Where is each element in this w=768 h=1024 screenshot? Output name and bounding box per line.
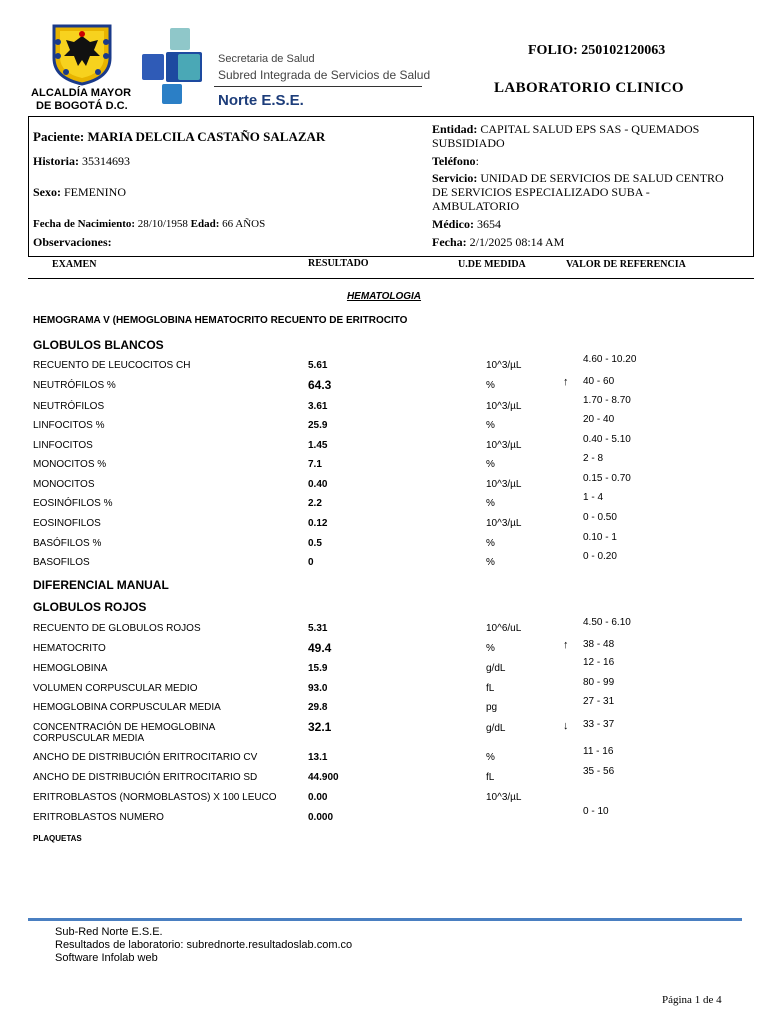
exam-name: LINFOCITOS (33, 440, 93, 451)
exam-unit: 10^3/µL (486, 401, 522, 412)
exam-reference: 38 - 48 (583, 639, 615, 650)
exam-result: 25.9 (308, 420, 328, 431)
exam-unit: 10^6/uL (486, 623, 522, 634)
subred-text: Subred Integrada de Servicios de Salud (218, 68, 431, 82)
exam-name: ANCHO DE DISTRIBUCIÓN ERITROCITARIO CV (33, 752, 258, 763)
exam-unit: % (486, 643, 495, 654)
table-row (0, 719, 768, 748)
secretaria-text: Secretaria de Salud (218, 53, 315, 65)
exam-name: BASÓFILOS % (33, 538, 102, 549)
exam-reference: 0.15 - 0.70 (583, 473, 631, 484)
sexo-line (33, 185, 126, 200)
servicio-value-2: DE SERVICIOS ESPECIALIZADO SUBA - (432, 185, 650, 199)
sexo-value: FEMENINO (64, 185, 126, 199)
exam-name: NEUTRÓFILOS % (33, 380, 116, 391)
exam-unit: 10^3/µL (486, 792, 522, 803)
servicio-value-1: UNIDAD DE SERVICIOS DE SALUD CENTRO (480, 171, 724, 185)
exam-name: HEMOGLOBINA (33, 663, 108, 674)
edad-value: 66 AÑOS (222, 218, 266, 230)
col-unidad: U.DE MEDIDA (458, 259, 526, 270)
entidad-value-2: SUBSIDIADO (432, 136, 505, 150)
exam-result: 64.3 (308, 378, 332, 392)
table-row (0, 376, 768, 400)
fecha-value: 2/1/2025 08:14 AM (469, 235, 565, 249)
exam-reference: 0.40 - 5.10 (583, 434, 631, 445)
subred-norte-logo (142, 28, 202, 104)
alcaldia-line2: DE BOGOTÁ D.C. (36, 100, 128, 112)
exam-unit: % (486, 538, 495, 549)
exam-result: 32.1 (308, 720, 332, 734)
group-globulos-blancos: GLOBULOS BLANCOS (33, 338, 164, 352)
exam-name: HEMATOCRITO (33, 643, 106, 654)
exam-result: 0.5 (308, 538, 322, 549)
exam-reference: 1 - 4 (583, 492, 604, 503)
group-diferencial-manual: DIFERENCIAL MANUAL (33, 578, 169, 592)
logo-divider (214, 86, 422, 87)
exam-unit: % (486, 420, 495, 431)
exam-reference: 33 - 37 (583, 719, 615, 730)
exam-result: 5.61 (308, 360, 328, 371)
exam-result: 15.9 (308, 663, 328, 674)
exam-reference: 1.70 - 8.70 (583, 395, 631, 406)
edad-label: Edad: (190, 218, 220, 230)
exam-name-line2: CORPUSCULAR MEDIA (33, 733, 145, 744)
exam-unit: 10^3/µL (486, 440, 522, 451)
servicio-value-3: AMBULATORIO (432, 199, 520, 213)
fecha-line (432, 235, 564, 250)
col-examen: EXAMEN (52, 259, 97, 270)
exam-reference: 27 - 31 (583, 696, 615, 707)
exam-reference: 35 - 56 (583, 766, 615, 777)
plaquetas-title: PLAQUETAS (33, 834, 82, 843)
exam-name: MONOCITOS (33, 479, 95, 490)
exam-name: NEUTRÓFILOS (33, 401, 105, 412)
norte-ese-text: Norte E.S.E. (218, 92, 304, 109)
table-row (0, 532, 768, 558)
exam-name: ANCHO DE DISTRIBUCIÓN ERITROCITARIO SD (33, 772, 258, 783)
table-row (0, 617, 768, 643)
footer-line2: Resultados de laboratorio: subrednorte.resultadoslab.com.co (55, 939, 353, 951)
exam-reference: 80 - 99 (583, 677, 615, 688)
exam-reference: 2 - 8 (583, 453, 604, 464)
exam-name: LINFOCITOS % (33, 420, 105, 431)
telefono-colon: : (475, 154, 479, 168)
high-flag-icon: ↑ (563, 376, 569, 388)
table-row (0, 453, 768, 479)
col-referencia: VALOR DE REFERENCIA (566, 259, 686, 270)
exam-result: 5.31 (308, 623, 328, 634)
exam-reference: 0 - 0.20 (583, 551, 617, 562)
observaciones-line (33, 235, 112, 250)
telefono-line (432, 154, 479, 169)
exam-unit: % (486, 498, 495, 509)
table-row (0, 657, 768, 683)
footer-rule (28, 918, 742, 921)
sexo-label: Sexo: (33, 185, 61, 199)
exam-reference: 11 - 16 (583, 746, 614, 757)
historia-line (33, 154, 130, 169)
exam-result: 0.12 (308, 518, 328, 529)
exam-unit: pg (486, 702, 498, 713)
table-row (0, 473, 768, 499)
alcaldia-line1: ALCALDÍA MAYOR (31, 87, 132, 99)
paciente-value: MARIA DELCILA CASTAÑO SALAZAR (87, 129, 326, 144)
exam-result: 1.45 (308, 440, 328, 451)
exam-result: 0.40 (308, 479, 328, 490)
bogota-coat-of-arms-logo (48, 22, 116, 86)
fecha-label: Fecha: (432, 235, 467, 249)
table-row (0, 746, 768, 772)
footer-line3: Software Infolab web (55, 952, 158, 964)
section-title: HEMATOLOGIA (346, 291, 422, 302)
lab-title: LABORATORIO CLINICO (494, 80, 684, 96)
exam-name: VOLUMEN CORPUSCULAR MEDIO (33, 683, 198, 694)
nacimiento-line (33, 218, 265, 230)
exam-name: HEMOGLOBINA CORPUSCULAR MEDIA (33, 702, 221, 713)
table-row (0, 354, 768, 380)
exam-reference: 0.10 - 1 (583, 532, 617, 543)
exam-result: 2.2 (308, 498, 322, 509)
table-row (0, 639, 768, 663)
patient-name-line (33, 129, 325, 145)
folio-number: FOLIO: 250102120063 (528, 43, 666, 58)
exam-unit: fL (486, 772, 495, 783)
exam-unit: % (486, 380, 495, 391)
exam-result: 29.8 (308, 702, 328, 713)
table-row (0, 492, 768, 518)
header-rule (28, 278, 754, 279)
paciente-label: Paciente: (33, 129, 85, 144)
exam-result: 0.000 (308, 812, 334, 823)
exam-reference: 4.60 - 10.20 (583, 354, 637, 365)
low-flag-icon: ↓ (563, 720, 569, 732)
telefono-label: Teléfono (432, 154, 476, 168)
exam-result: 3.61 (308, 401, 328, 412)
exam-name: BASOFILOS (33, 557, 90, 568)
exam-unit: % (486, 557, 495, 568)
table-row (0, 766, 768, 792)
medico-line (432, 217, 501, 232)
page-number: Página 1 de 4 (662, 994, 722, 1006)
table-row (0, 434, 768, 460)
exam-result: 49.4 (308, 641, 332, 655)
exam-name (33, 722, 215, 744)
table-row (0, 551, 768, 577)
medico-value: 3654 (476, 217, 501, 231)
exam-name-line1: CONCENTRACIÓN DE HEMOGLOBINA (33, 722, 216, 733)
exam-name: EOSINÓFILOS % (33, 498, 113, 509)
exam-result: 0.00 (308, 792, 328, 803)
exam-unit: 10^3/µL (486, 479, 522, 490)
medico-label: Médico: (432, 217, 474, 231)
exam-result: 0 (308, 557, 314, 568)
table-row (0, 677, 768, 703)
exam-name: EOSINOFILOS (33, 518, 101, 529)
exam-unit: 10^3/µL (486, 518, 522, 529)
table-row (0, 696, 768, 722)
table-row (0, 806, 768, 832)
table-row (0, 395, 768, 421)
exam-unit: g/dL (486, 723, 506, 734)
exam-name: RECUENTO DE GLOBULOS ROJOS (33, 623, 201, 634)
servicio-label: Servicio: (432, 171, 478, 185)
exam-reference: 12 - 16 (583, 657, 615, 668)
group-globulos-rojos: GLOBULOS ROJOS (33, 600, 147, 614)
exam-reference: 0 - 0.50 (583, 512, 617, 523)
entidad-value-1: CAPITAL SALUD EPS SAS - QUEMADOS (480, 122, 700, 136)
table-row (0, 512, 768, 538)
historia-label: Historia: (33, 154, 79, 168)
exam-name: RECUENTO DE LEUCOCITOS CH (33, 360, 191, 371)
exam-name: ERITROBLASTOS (NORMOBLASTOS) X 100 LEUCO (33, 792, 277, 803)
observaciones-label: Observaciones: (33, 235, 112, 249)
entidad-block (432, 122, 750, 150)
historia-value: 35314693 (82, 154, 130, 168)
exam-unit: g/dL (486, 663, 506, 674)
exam-name: MONOCITOS % (33, 459, 107, 470)
table-row (0, 792, 768, 812)
exam-result: 44.900 (308, 772, 339, 783)
exam-reference: 4.50 - 6.10 (583, 617, 631, 628)
servicio-block (432, 171, 750, 213)
exam-unit: % (486, 459, 495, 470)
exam-reference: 0 - 10 (583, 806, 609, 817)
nacimiento-label: Fecha de Nacimiento: (33, 218, 136, 230)
exam-result: 7.1 (308, 459, 322, 470)
exam-unit: fL (486, 683, 495, 694)
footer-line1: Sub-Red Norte E.S.E. (55, 926, 163, 938)
exam-name: ERITROBLASTOS NUMERO (33, 812, 164, 823)
exam-reference: 20 - 40 (583, 414, 615, 425)
col-resultado: RESULTADO (308, 258, 369, 269)
exam-result: 13.1 (308, 752, 328, 763)
exam-unit: % (486, 752, 495, 763)
exam-unit: 10^3/µL (486, 360, 522, 371)
exam-result: 93.0 (308, 683, 328, 694)
high-flag-icon: ↑ (563, 639, 569, 651)
nacimiento-value: 28/10/1958 (137, 218, 188, 230)
hemograma-title: HEMOGRAMA V (HEMOGLOBINA HEMATOCRITO RECUENTO DE ERITROCITO (33, 315, 408, 326)
exam-reference: 40 - 60 (583, 376, 615, 387)
table-row (0, 414, 768, 440)
entidad-label: Entidad: (432, 122, 478, 136)
